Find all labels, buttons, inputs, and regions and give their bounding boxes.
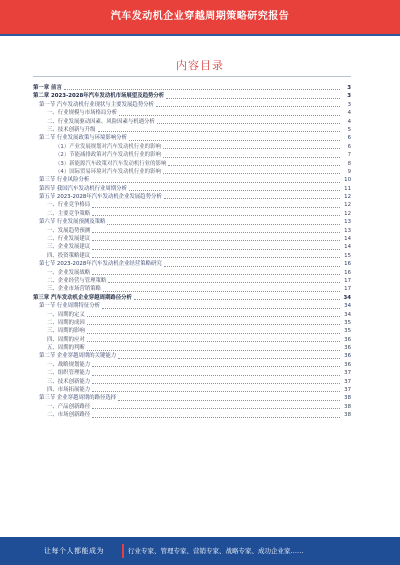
toc-leader-dots xyxy=(92,257,340,258)
toc-leader-dots xyxy=(91,182,340,183)
toc-entry-page: 14 xyxy=(344,236,351,243)
toc-entry-label: 三、企业发展建议 xyxy=(47,244,91,251)
toc-entry[interactable] xyxy=(33,403,351,411)
toc-leader-dots xyxy=(87,324,340,325)
toc-leader-dots xyxy=(168,165,340,166)
footer-banner xyxy=(0,537,400,565)
header-stripe xyxy=(0,34,400,36)
toc-entry[interactable] xyxy=(33,353,351,361)
toc-entry[interactable] xyxy=(33,218,351,226)
toc-entry-page: 13 xyxy=(344,227,351,234)
toc-leader-dots xyxy=(87,333,340,334)
toc-entry-page: 8 xyxy=(347,160,351,167)
toc-entry-label: 一、企业发展战略 xyxy=(47,269,91,276)
toc-entry-page: 34 xyxy=(343,294,351,301)
toc-entry-page: 3 xyxy=(347,84,351,91)
toc-entry[interactable] xyxy=(33,109,351,117)
toc-leader-dots xyxy=(134,299,340,300)
toc-entry-label: 五、周期的判断 xyxy=(47,345,85,352)
toc-leader-dots xyxy=(163,173,340,174)
toc-entry-page: 3 xyxy=(347,101,351,108)
toc-entry-page: 12 xyxy=(344,194,351,201)
toc-entry-label: 第一节 行业周期特征分析 xyxy=(39,303,101,310)
toc-entry-page: 34 xyxy=(344,303,351,310)
table-of-contents xyxy=(33,84,351,420)
toc-entry-page: 35 xyxy=(344,328,351,335)
toc-entry-page: 14 xyxy=(344,244,351,251)
toc-entry[interactable] xyxy=(33,201,351,209)
toc-entry-page: 37 xyxy=(344,387,351,394)
toc-entry-label: 第二节 行业发展政策与环境影响分析 xyxy=(39,135,127,142)
toc-entry-page: 12 xyxy=(344,202,351,209)
toc-entry-page: 13 xyxy=(344,219,351,226)
toc-entry[interactable] xyxy=(33,260,351,268)
toc-entry-label: 四、市场拓展能力 xyxy=(47,387,91,394)
toc-entry-page: 16 xyxy=(344,261,351,268)
toc-leader-dots xyxy=(129,140,340,141)
toc-leader-dots xyxy=(92,408,340,409)
toc-entry[interactable] xyxy=(33,269,351,277)
toc-entry[interactable] xyxy=(33,193,351,201)
toc-entry-label: 三、周期的影响 xyxy=(47,328,85,335)
footer-accent-bar xyxy=(122,544,124,558)
toc-entry[interactable] xyxy=(33,84,351,92)
toc-entry-page: 4 xyxy=(347,118,351,125)
toc-entry-page: 37 xyxy=(344,370,351,377)
toc-entry-label: （1）产业发展规划对汽车发动机行业的影响 xyxy=(55,143,161,150)
toc-entry-page: 38 xyxy=(344,412,351,419)
toc-leader-dots xyxy=(156,106,340,107)
toc-entry[interactable] xyxy=(33,185,351,193)
toc-entry-page: 34 xyxy=(344,311,351,318)
toc-entry[interactable] xyxy=(33,168,351,176)
toc-entry[interactable] xyxy=(33,126,351,134)
toc-leader-dots xyxy=(92,249,340,250)
toc-entry-page: 9 xyxy=(347,168,351,175)
toc-entry-page: 36 xyxy=(344,353,351,360)
toc-entry-label: （4）国际贸易环境对汽车发动机行业的影响 xyxy=(55,168,161,175)
toc-entry-label: 二、组织管理能力 xyxy=(47,370,91,377)
toc-heading: 内容目录 xyxy=(176,59,224,72)
toc-leader-dots xyxy=(107,224,340,225)
toc-entry-label: 第四节 我国汽车发动机行业周期分析 xyxy=(39,185,127,192)
toc-entry-page: 6 xyxy=(347,135,351,142)
toc-entry-page: 6 xyxy=(347,143,351,150)
toc-entry-label: 第一章 前言 xyxy=(33,84,62,91)
toc-entry-page: 15 xyxy=(344,252,351,259)
toc-entry-label: 第六节 行业发展预测及策略 xyxy=(39,219,106,226)
toc-entry-page: 37 xyxy=(344,378,351,385)
toc-leader-dots xyxy=(92,207,340,208)
toc-leader-dots xyxy=(87,316,340,317)
toc-entry[interactable] xyxy=(33,411,351,419)
toc-entry-label: 二、行业发展驱动因素、风险因素与机遇分析 xyxy=(47,118,155,125)
toc-entry[interactable] xyxy=(33,176,351,184)
toc-entry-label: 第七节 2023-2028年汽车发动机企业经营策略研究 xyxy=(39,261,162,268)
toc-entry-page: 36 xyxy=(344,336,351,343)
toc-entry-label: 四、投资策略建议 xyxy=(47,252,91,259)
toc-entry[interactable] xyxy=(33,243,351,251)
toc-leader-dots xyxy=(64,89,340,90)
toc-entry[interactable] xyxy=(33,369,351,377)
toc-entry[interactable] xyxy=(33,160,351,168)
toc-entry-label: 三、技术创新与升级 xyxy=(47,126,96,133)
toc-entry-label: 一、战略规划能力 xyxy=(47,361,91,368)
toc-entry[interactable] xyxy=(33,101,351,109)
toc-entry-page: 10 xyxy=(344,177,351,184)
toc-entry[interactable] xyxy=(33,285,351,293)
toc-leader-dots xyxy=(92,215,340,216)
toc-entry[interactable] xyxy=(33,294,351,302)
toc-entry-label: 二、市场创新路径 xyxy=(47,412,91,419)
toc-entry[interactable] xyxy=(33,151,351,159)
toc-entry[interactable] xyxy=(33,302,351,310)
toc-divider xyxy=(33,76,351,77)
toc-entry-page: 36 xyxy=(344,345,351,352)
footer-tagline: 行业专家、管理专家、营销专家、战略专家、成功企业家…… xyxy=(128,547,304,555)
toc-entry-label: 第三节 行业风险分析 xyxy=(39,177,90,184)
toc-leader-dots xyxy=(118,358,340,359)
toc-entry[interactable] xyxy=(33,143,351,151)
toc-entry-label: 一、周期的定义 xyxy=(47,311,85,318)
toc-entry-page: 38 xyxy=(344,395,351,402)
footer-slogan: 让每个人都能成为 xyxy=(44,547,104,555)
toc-entry-label: 四、周期的应对 xyxy=(47,336,85,343)
toc-entry[interactable] xyxy=(33,311,351,319)
toc-entry-label: 一、行业竞争格局 xyxy=(47,202,91,209)
toc-entry[interactable] xyxy=(33,277,351,285)
toc-leader-dots xyxy=(129,190,340,191)
toc-leader-dots xyxy=(87,341,340,342)
toc-entry[interactable] xyxy=(33,252,351,260)
toc-entry-page: 36 xyxy=(344,361,351,368)
toc-entry-page: 12 xyxy=(344,210,351,217)
toc-entry[interactable] xyxy=(33,118,351,126)
toc-entry-page: 17 xyxy=(344,277,351,284)
toc-leader-dots xyxy=(92,366,340,367)
toc-entry-label: 第五节 2023-2028年汽车发动机企业发展趋势分析 xyxy=(39,194,162,201)
toc-entry[interactable] xyxy=(33,134,351,142)
toc-entry-label: 第二章 2023-2028年汽车发动机市场展望及趋势分析 xyxy=(33,93,165,100)
toc-entry-page: 16 xyxy=(344,269,351,276)
toc-leader-dots xyxy=(102,308,340,309)
toc-entry[interactable] xyxy=(33,235,351,243)
toc-entry-label: 二、企业经营与管理策略 xyxy=(47,277,107,284)
toc-entry-label: 二、主要竞争策略 xyxy=(47,210,91,217)
toc-entry[interactable] xyxy=(33,344,351,352)
toc-entry[interactable] xyxy=(33,92,351,100)
toc-leader-dots xyxy=(92,232,340,233)
toc-leader-dots xyxy=(98,131,340,132)
toc-entry[interactable] xyxy=(33,386,351,394)
toc-entry-label: 二、周期的成因 xyxy=(47,319,85,326)
toc-leader-dots xyxy=(92,417,340,418)
header-banner xyxy=(0,0,400,34)
toc-entry-page: 7 xyxy=(347,152,351,159)
toc-entry[interactable] xyxy=(33,327,351,335)
toc-entry-label: 一、产品创新路径 xyxy=(47,403,91,410)
report-title: 汽车发动机企业穿越周期策略研究报告 xyxy=(110,11,290,22)
toc-leader-dots xyxy=(103,291,340,292)
toc-entry[interactable] xyxy=(33,378,351,386)
toc-leader-dots xyxy=(164,198,340,199)
toc-leader-dots xyxy=(163,148,340,149)
toc-entry[interactable] xyxy=(33,361,351,369)
toc-entry[interactable] xyxy=(33,319,351,327)
toc-leader-dots xyxy=(87,350,340,351)
toc-leader-dots xyxy=(164,266,340,267)
toc-entry-label: 一、行业规模与市场格局分析 xyxy=(47,110,118,117)
toc-entry-page: 35 xyxy=(344,319,351,326)
toc-leader-dots xyxy=(108,282,340,283)
toc-entry-page: 5 xyxy=(347,126,351,133)
toc-leader-dots xyxy=(92,240,340,241)
toc-entry[interactable] xyxy=(33,336,351,344)
toc-entry-page: 11 xyxy=(344,185,351,192)
toc-entry-label: 第一节 汽车发动机行业现状与主要发展趋势分析 xyxy=(39,101,154,108)
toc-leader-dots xyxy=(163,157,340,158)
toc-entry-label: 第三节 企业穿越周期的路径选择 xyxy=(39,395,117,402)
toc-entry[interactable] xyxy=(33,227,351,235)
toc-entry-page: 38 xyxy=(344,403,351,410)
toc-entry-page: 17 xyxy=(344,286,351,293)
toc-leader-dots xyxy=(118,400,340,401)
toc-entry-page: 4 xyxy=(347,110,351,117)
toc-entry-label: 第三章 汽车发动机企业穿越周期路径分析 xyxy=(33,294,132,301)
toc-entry-label: 三、技术创新能力 xyxy=(47,378,91,385)
toc-entry[interactable] xyxy=(33,210,351,218)
toc-leader-dots xyxy=(166,98,340,99)
toc-entry-label: （3）新能源汽车政策对汽车发动机行业的影响 xyxy=(55,160,167,167)
toc-leader-dots xyxy=(92,391,340,392)
toc-entry-label: 第二节 企业穿越周期的关键能力 xyxy=(39,353,117,360)
toc-leader-dots xyxy=(157,123,340,124)
toc-entry[interactable] xyxy=(33,394,351,402)
toc-entry-label: （2）节能减排政策对汽车发动机行业的影响 xyxy=(55,152,161,159)
toc-leader-dots xyxy=(92,375,340,376)
toc-entry-label: 二、行业发展建议 xyxy=(47,236,91,243)
toc-entry-page: 3 xyxy=(347,93,351,100)
toc-leader-dots xyxy=(119,115,340,116)
toc-entry-label: 三、企业市场营销策略 xyxy=(47,286,101,293)
toc-leader-dots xyxy=(92,383,340,384)
toc-entry-label: 一、发展趋势预测 xyxy=(47,227,91,234)
toc-leader-dots xyxy=(92,274,340,275)
